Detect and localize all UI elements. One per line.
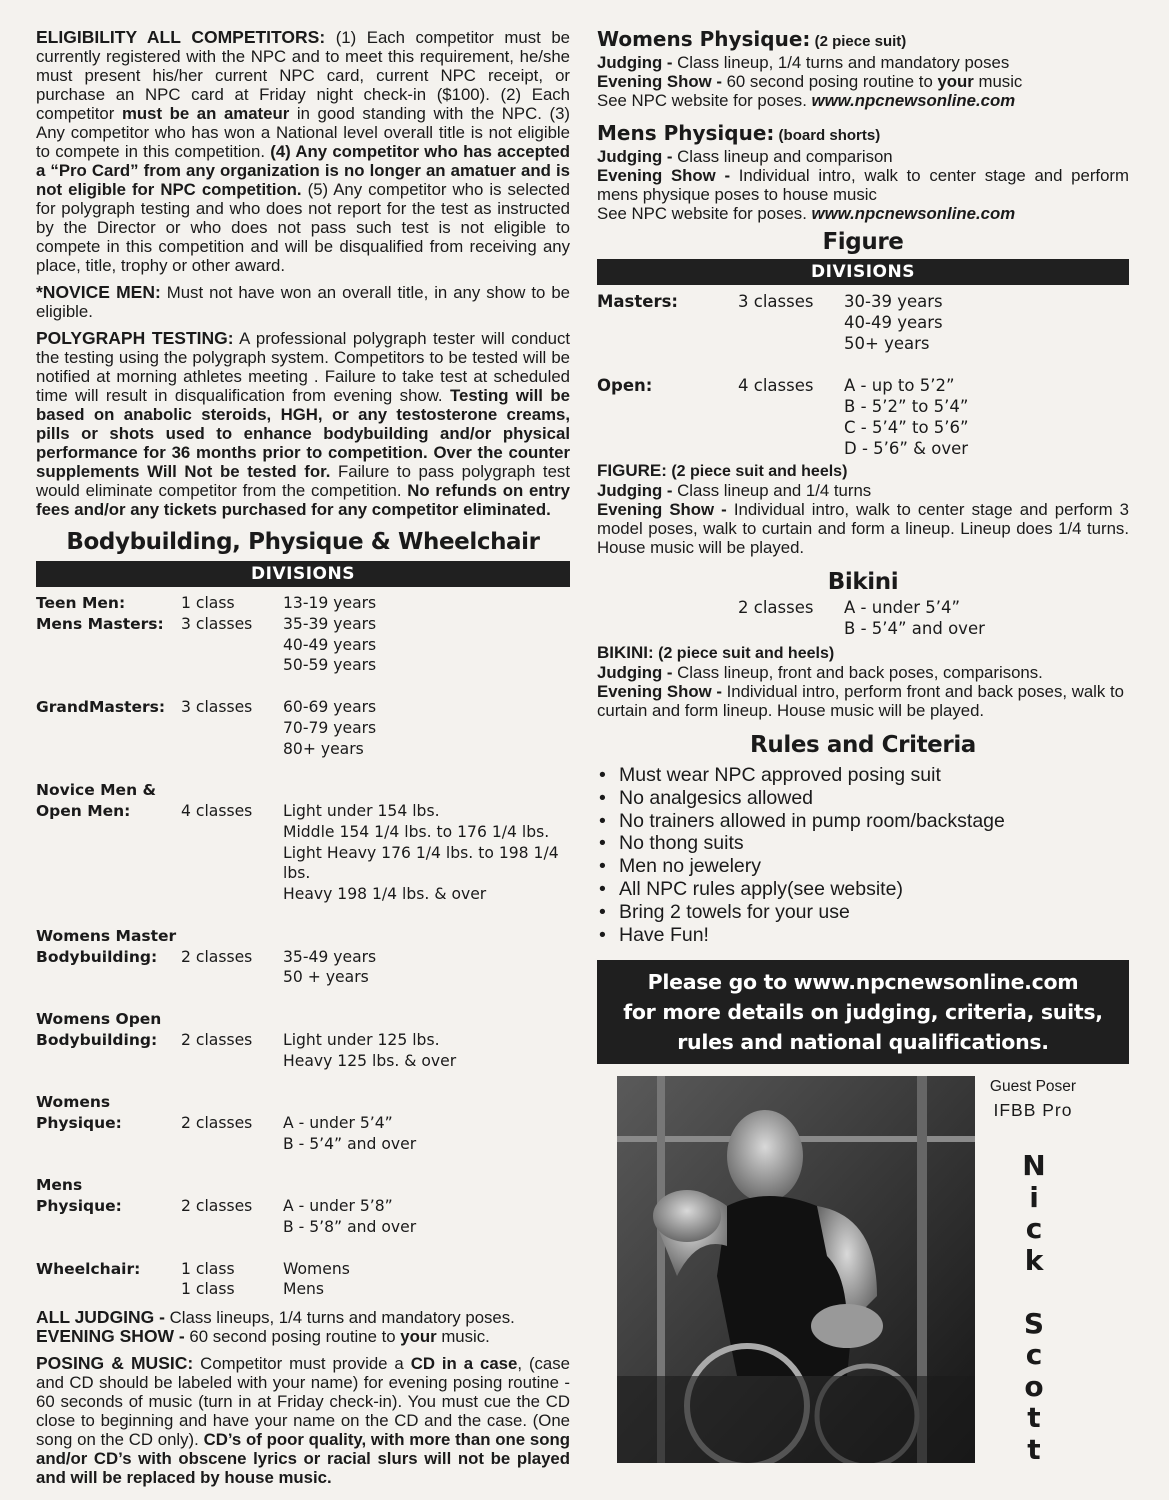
figure-divisions-table [597,291,1129,459]
website-link: www.npcnewsonline.com [811,91,1016,110]
eligibility-heading: ELIGIBILITY ALL COMPETITORS: [36,27,326,47]
division-row-label: Womens Open [36,1009,162,1028]
division-row-classes: 1 class [181,594,235,612]
division-row-detail: 13-19 years [283,594,377,612]
all-judging-line: ALL JUDGING - Class lineups, 1/4 turns and mandatory poses. [36,1307,515,1328]
division-row-detail [283,1155,570,1176]
division-row [36,1071,570,1092]
rule-item: • All NPC rules apply(see website) [597,878,1129,901]
name-letter: t [1027,1432,1041,1466]
division-row-label [36,759,181,780]
division-row-classes [181,1092,283,1113]
bikini-block: BIKINI: (2 piece suit and heels) Judging - Class lineup, front and back poses, comparisons. Evening Show - Individual intro, perform front and back poses, walk to curtain and form lineup. House music will be played. [597,643,1124,720]
division-row-detail: A - under 5’4” [283,1113,393,1132]
figure-division-row-detail: 40-49 years [844,313,943,332]
figure-division-row-label [597,417,738,438]
division-row-label [36,884,181,905]
division-row-label: Mens Masters: [36,614,164,633]
division-row [36,1009,570,1030]
division-row [36,759,570,780]
figure-block: FIGURE: (2 piece suit and heels) Judging - Class lineup and 1/4 turns Evening Show - Individual intro, walk to center stage and perform 3 model poses, walk to curtain and form a lineup. Lineup does 1/4 turns. House music will be played. [597,461,1129,557]
division-row-detail: 50 + years [283,968,369,987]
division-row [36,1113,570,1134]
name-letter: o [1024,1369,1044,1403]
division-row-detail: Light Heavy 176 1/4 lbs. to 198 1/4 lbs. [283,843,559,883]
division-row-classes [181,988,283,1009]
division-row-label: Mens [36,1176,83,1195]
figure-division-row-classes [738,417,844,438]
mens-physique-block: Mens Physique: (board shorts) Judging - Class lineup and comparison Evening Show - Individual intro, walk to center stage and perform mens physique poses to house music See NPC website for poses. www.npcnewsonline.com [597,121,1129,223]
division-row [36,822,570,843]
division-row-detail: Heavy 198 1/4 lbs. & over [283,885,487,904]
division-row [36,947,570,968]
womens-physique-block: Womens Physique: (2 piece suit) Judging - Class lineup, 1/4 turns and mandatory poses Evening Show - 60 second posing routine to your music See NPC website for poses. www.npcnewsonline.com [597,27,1023,110]
division-row-classes [181,655,283,676]
division-row-detail [283,926,570,947]
divisions-bar: DIVISIONS [36,561,570,587]
rule-item: • Men no jewelery [597,855,1129,878]
division-row-detail [283,1071,570,1092]
division-row-classes [181,739,283,760]
division-row [36,905,570,926]
polygraph-heading: POLYGRAPH TESTING: [36,328,234,348]
division-row [36,655,570,676]
guest-poser-label: Guest Poser [989,1078,1077,1095]
division-row-label [36,1217,181,1238]
rule-item: • Have Fun! [597,924,1129,947]
division-row-label: Physique: [36,1197,122,1216]
figure-title: Figure [822,229,904,255]
division-row-detail [283,676,570,697]
division-row-classes: 2 classes [181,1030,253,1049]
division-row [36,1030,570,1051]
division-row-label: Womens Master [36,926,177,945]
division-row-label [36,1279,181,1300]
division-row [36,697,570,718]
division-row-label: Physique: [36,1113,122,1132]
bikini-division-row [597,597,1129,618]
bikini-divisions-table [597,597,1129,639]
division-row-classes [181,884,283,905]
figure-division-row-classes [738,354,844,375]
division-row-classes: 1 class [181,1280,235,1299]
figure-division-row-classes [738,312,844,333]
novice-heading: *NOVICE MEN: [36,282,161,302]
ifbb-pro-label: IFBB Pro [993,1100,1073,1120]
division-row-classes [181,1134,283,1155]
figure-division-row [597,354,1129,375]
polygraph-paragraph: POLYGRAPH TESTING: A professional polygraph tester will conduct the testing using the polygraph system. Competitors to be tested will be notified at morning athletes meeting . Failure to take test at scheduled time will result in disqualification from evening show. Testing will be based on anabolic steroids, HGH, or any testosterone creams, pills or shots used to enhance bodybuilding and/or physical performance for 36 months prior to competition. Over the counter supplements Will Not be tested for. Failure to pass polygraph test would eliminate competitor from the competition. No refunds on entry fees and/or any tickets purchased for any competitor eliminated. [36,328,570,519]
rules-list [597,764,1129,946]
division-row-classes: 3 classes [181,614,253,633]
bodybuilder-image [617,1076,975,1463]
guest-poser-name [1012,1150,1056,1465]
division-row-label: Novice Men & [36,781,157,800]
division-row-detail: B - 5’8” and over [283,1217,417,1236]
division-row-label [36,718,181,739]
division-row-classes [181,926,283,947]
figure-division-row-label [597,312,738,333]
bikini-division-row-detail: A - under 5’4” [844,598,961,617]
division-row-classes [181,1155,283,1176]
website-link: www.npcnewsonline.com [811,204,1016,223]
division-row [36,1196,570,1217]
division-row-label [36,635,181,656]
division-row [36,1259,570,1280]
figure-division-row-classes [738,333,844,354]
bikini-title: Bikini [827,569,899,595]
figure-division-row-detail: 30-39 years [844,292,943,311]
division-row [36,1051,570,1072]
rule-item: • Must wear NPC approved posing suit [597,764,1129,787]
division-row-classes: 2 classes [181,1113,253,1132]
division-row-label [36,822,181,843]
division-row [36,718,570,739]
division-row-detail: 50-59 years [283,656,377,675]
division-row [36,884,570,905]
figure-division-row-detail: B - 5’2” to 5’4” [844,397,969,416]
division-row-detail [283,1009,570,1030]
division-row-detail: 70-79 years [283,718,377,737]
division-row-detail [283,905,570,926]
division-row [36,780,570,801]
division-row-detail [283,759,570,780]
division-row-classes [181,1009,283,1030]
figure-division-row [597,333,1129,354]
name-letter: c [1025,1212,1043,1245]
rule-item: • Bring 2 towels for your use [597,901,1129,924]
division-row-label: Bodybuilding: [36,947,158,966]
division-row-detail [283,780,570,801]
division-row-label: Bodybuilding: [36,1030,158,1049]
division-row [36,593,570,614]
division-row [36,967,570,988]
division-row-detail: A - under 5’8” [283,1197,393,1216]
name-letter: t [1027,1401,1041,1434]
division-row-classes [181,1238,283,1259]
figure-division-row-label: Masters: [597,292,679,311]
rule-item: • No analgesics allowed [597,787,1129,810]
name-letter: i [1029,1180,1039,1214]
division-row-label [36,1238,181,1259]
division-row-classes [181,1175,283,1196]
division-row-label [36,967,181,988]
division-row-classes [181,718,283,739]
division-row-detail: Heavy 125 lbs. & over [283,1051,457,1070]
division-row-detail: Light under 154 lbs. [283,801,440,820]
division-row-label [36,739,181,760]
division-row-label [36,1071,181,1092]
figure-division-row-label [597,333,738,354]
division-row-label [36,655,181,676]
name-letter: S [1023,1306,1045,1340]
division-row-detail: 60-69 years [283,697,377,716]
bodybuilding-section-title: Bodybuilding, Physique & Wheelchair [66,529,540,555]
name-letter: N [1022,1149,1046,1182]
bikini-division-row-classes: 2 classes [738,598,814,617]
guest-poser-photo [617,1076,975,1463]
division-row-detail: Mens [283,1280,325,1299]
figure-division-row-label [597,438,738,459]
division-row [36,1134,570,1155]
division-row-classes [181,780,283,801]
novice-paragraph: *NOVICE MEN: Must not have won an overall title, in any show to be eligible. [36,282,570,321]
name-letter [1012,1276,1056,1308]
figure-division-row [597,291,1129,312]
bikini-division-row-label [597,597,738,618]
division-row-label [36,1155,181,1176]
figure-division-row-label [597,354,738,375]
division-row [36,843,570,885]
division-row-label: Wheelchair: [36,1259,141,1278]
figure-division-row-detail [844,354,849,375]
division-row-label [36,1134,181,1155]
division-row [36,1279,570,1300]
division-row-detail [283,1238,570,1259]
figure-division-row-label: Open: [597,376,653,395]
division-row-classes: 2 classes [181,1197,253,1216]
division-row-label [36,1051,181,1072]
guest-poser-caption [983,1078,1083,1121]
division-row-detail: Middle 154 1/4 lbs. to 176 1/4 lbs. [283,822,550,841]
division-row-label [36,988,181,1009]
figure-division-row-classes [738,396,844,417]
rule-item: • No thong suits [597,832,1129,855]
division-row [36,801,570,822]
division-row-classes [181,822,283,843]
figure-divisions-bar: DIVISIONS [597,259,1129,285]
division-row-classes [181,676,283,697]
figure-division-row [597,396,1129,417]
rule-item: • No trainers allowed in pump room/backstage [597,810,1129,833]
division-row-classes [181,1051,283,1072]
division-row-detail [283,988,570,1009]
division-row [36,1217,570,1238]
division-row [36,676,570,697]
evening-show-line: EVENING SHOW - 60 second posing routine to your music. [36,1326,490,1347]
bikini-division-row [597,618,1129,639]
division-row-classes [181,635,283,656]
division-row-label: Womens [36,1093,111,1112]
division-row-detail: B - 5’4” and over [283,1134,417,1153]
division-row [36,1092,570,1113]
mens-physique-title: Mens Physique: [597,121,775,145]
figure-division-row-detail: C - 5’4” to 5’6” [844,418,969,437]
figure-division-row [597,438,1129,459]
division-row-classes [181,759,283,780]
division-row-label: Open Men: [36,801,131,820]
figure-division-row [597,312,1129,333]
womens-physique-title: Womens Physique: [597,27,811,51]
division-row [36,1238,570,1259]
division-row-label [36,843,181,885]
division-row [36,739,570,760]
division-row-classes: 1 class [181,1259,235,1278]
figure-division-row-classes: 3 classes [738,292,814,311]
figure-division-row-detail: D - 5’6” & over [844,439,969,458]
division-row-label: GrandMasters: [36,697,166,716]
right-column [597,28,1129,1064]
name-letter: k [1024,1243,1044,1277]
division-row-classes [181,905,283,926]
division-row-classes [181,1071,283,1092]
division-row-classes: 2 classes [181,947,253,966]
division-row-classes [181,843,283,885]
figure-division-row [597,417,1129,438]
division-row-detail [283,1092,570,1113]
division-row-label [36,905,181,926]
division-row-label: Teen Men: [36,594,126,612]
name-letter: c [1025,1338,1043,1371]
website-promo-box: Please go to www.npcnewsonline.com for more details on judging, criteria, suits, rules and national qualifications. [597,960,1129,1064]
division-row-detail: 35-39 years [283,614,377,633]
figure-division-row-detail: A - up to 5’2” [844,376,955,395]
bikini-division-row-classes [738,618,844,639]
division-row-classes: 3 classes [181,697,253,716]
division-row [36,635,570,656]
figure-division-row-classes [738,438,844,459]
division-row [36,1175,570,1196]
division-row-detail: 80+ years [283,739,364,758]
eligibility-paragraph: ELIGIBILITY ALL COMPETITORS: (1) Each competitor must be currently registered with the NPC and to meet this requirement, he/she must present his/her current NPC card, current NPC receipt, or purchase an NPC card at Friday night check-in ($100). (2) Each competitor must be an amateur in good standing with the NPC. (3) Any competitor who has won a National level overall title is not eligible to compete in this competition. (4) Any competitor who has accepted a “Pro Card” from any organization is no longer an amatuer and is not eligible for NPC competition. (5) Any competitor who is selected for polygraph testing and who does not report for the test as instructed by the Director or who does not pass such test is not eligible to compete in this competition and will be disqualified from receiving any place, title, trophy or other award. [36,27,570,275]
left-column [36,28,570,1495]
figure-division-row [597,375,1129,396]
division-row [36,614,570,635]
division-row-detail: Light under 125 lbs. [283,1030,440,1049]
division-row-detail: Womens [283,1259,350,1278]
division-row [36,988,570,1009]
division-row-classes [181,1217,283,1238]
bikini-division-row-label [597,618,738,639]
division-row-classes [181,967,283,988]
figure-division-row-classes: 4 classes [738,376,814,395]
bikini-division-row-detail: B - 5’4” and over [844,619,985,638]
posing-music-paragraph: POSING & MUSIC: Competitor must provide a CD in a case, (case and CD should be labeled with your name) for evening posing routine - 60 seconds of music (turn in at Friday check-in). You must cue the CD close to beginning and have your name on the CD and the case. (One song on the CD only). CD’s of poor quality, with more than one song and/or CD’s with obscene lyrics or racial slurs will not be played and will be replaced by house music. [36,1353,570,1488]
rules-title: Rules and Criteria [750,732,976,758]
figure-division-row-label [597,396,738,417]
bodybuilding-divisions-table [36,593,570,1300]
division-row [36,926,570,947]
figure-division-row-detail: 50+ years [844,334,930,353]
division-row-detail: 35-49 years [283,947,377,966]
division-row [36,1155,570,1176]
division-row-label [36,676,181,697]
division-row-detail: 40-49 years [283,635,377,654]
division-row-classes: 4 classes [181,801,253,820]
division-row-detail [283,1175,570,1196]
